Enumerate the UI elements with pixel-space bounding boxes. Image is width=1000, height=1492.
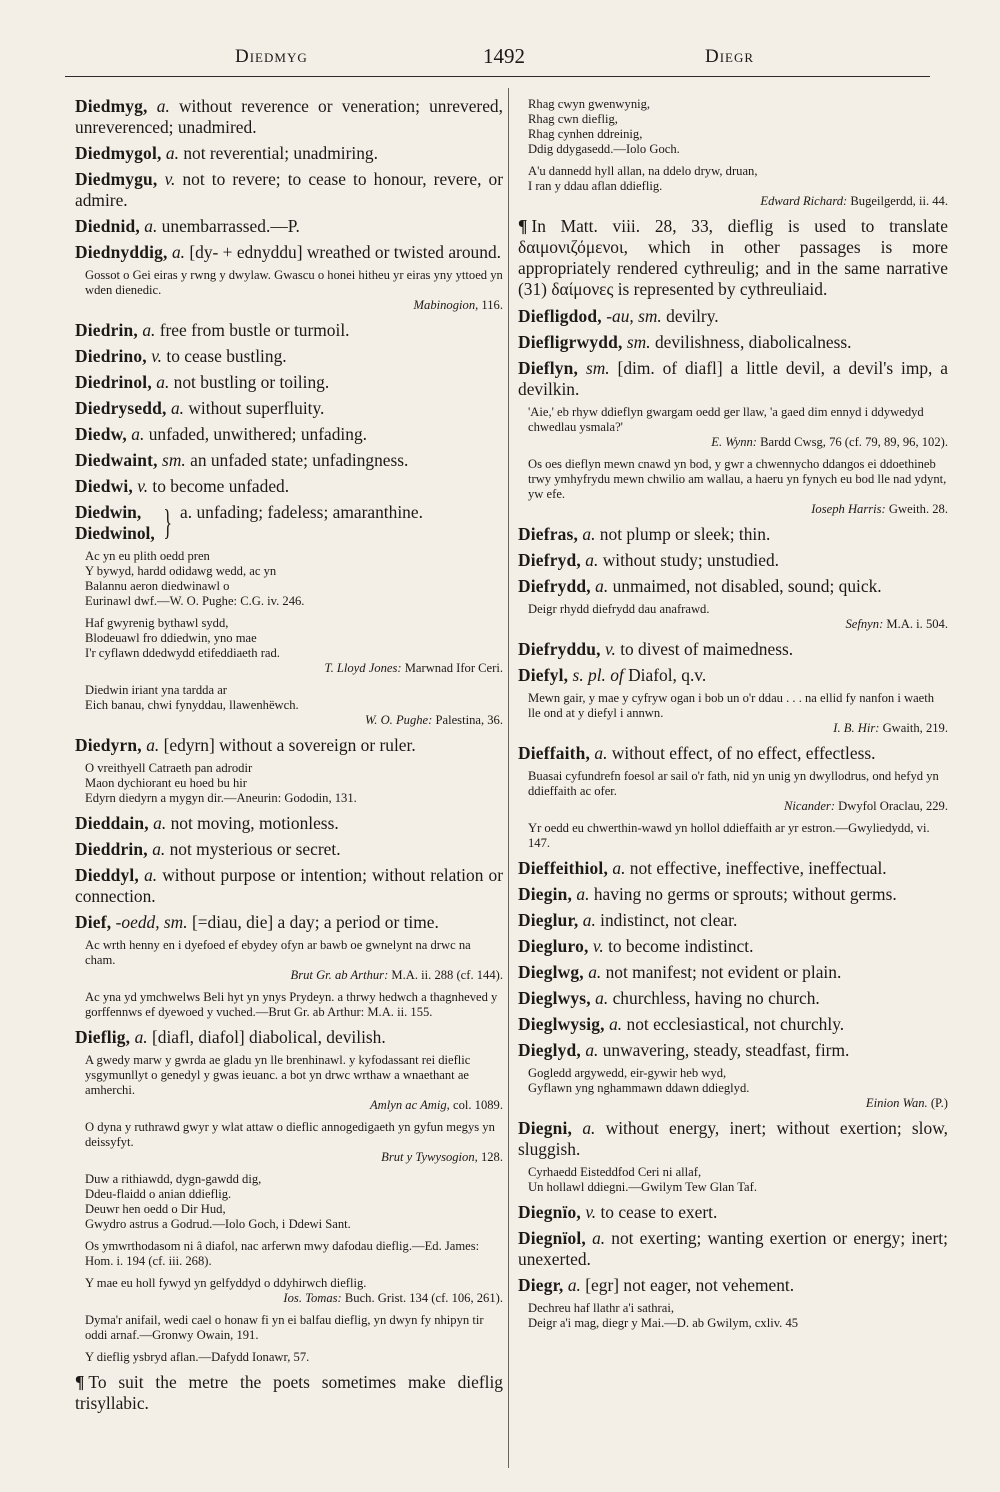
- citation-author: Ios. Tomas:: [283, 1291, 342, 1305]
- entry-definition: [egr] not eager, not vehement.: [585, 1275, 795, 1295]
- entry-part-of-speech: a.: [131, 424, 145, 444]
- dictionary-entry: [518, 1202, 948, 1223]
- dictionary-entry: [75, 242, 503, 263]
- citation-reference: Gweith. 28.: [885, 502, 948, 516]
- dictionary-entry: [75, 912, 503, 933]
- citation-quote: [528, 97, 948, 157]
- dictionary-entry: [518, 358, 948, 400]
- citation-source: [528, 435, 948, 450]
- entry-definition: unembarrassed.—P.: [161, 216, 300, 236]
- page-number: 1492: [483, 44, 525, 68]
- entry-definition: not effective, ineffective, ineffectual.: [629, 858, 887, 878]
- entry-part-of-speech: v.: [592, 936, 604, 956]
- citation-line: Buasai cyfundrefn foesol ar sail o'r fath, nid yn unig yn dwyllodrus, ond hefyd yn ddieffaith ac ofer.: [528, 769, 939, 798]
- entry-headword: Diedrino,: [75, 346, 147, 366]
- entry-part-of-speech: v.: [164, 169, 176, 189]
- entry-headword: Dieglwysig,: [518, 1014, 605, 1034]
- citation-quote: [85, 1172, 503, 1232]
- entry-definition: having no germs or sprouts; without germs.: [593, 884, 897, 904]
- citation-line: Deigr rhydd diefrydd dau anafrawd.: [528, 602, 710, 616]
- entry-definition: without reverence or veneration; unrevered, unreverenced; unadmired.: [75, 96, 503, 137]
- entry-headword: Dieffaith,: [518, 743, 591, 763]
- entry-part-of-speech: a.: [134, 1027, 148, 1047]
- entry-definition: to cease bustling.: [166, 346, 287, 366]
- citation-author: Amlyn ac Amig,: [369, 1098, 450, 1112]
- entry-headword: Diegr,: [518, 1275, 564, 1295]
- entry-headword: Diedwaint,: [75, 450, 158, 470]
- citation-author: I. B. Hir:: [833, 721, 880, 735]
- dictionary-entry: [75, 216, 503, 237]
- citation-reference: 116.: [478, 298, 503, 312]
- entry-part-of-speech: a.: [144, 865, 158, 885]
- usage-note-text: To suit the metre the poets sometimes make dieflig trisyllabic.: [75, 1372, 503, 1413]
- citation-line: Y mae eu holl fywyd yn gelfyddyd o ddyhirwch dieflig.: [85, 1276, 367, 1290]
- dictionary-entry: [518, 576, 948, 597]
- entry-part-of-speech: a.: [567, 1275, 581, 1295]
- brace-glyph: }: [163, 502, 172, 542]
- entry-headword: Diedmygu,: [75, 169, 158, 189]
- entry-part-of-speech: v.: [151, 346, 162, 366]
- citation-quote: [528, 405, 948, 450]
- entry-headword: Diefrydd,: [518, 576, 591, 596]
- citation-line: Maon dychiorant eu hoed bu hir: [85, 776, 247, 790]
- entry-definition: [dy- + ednyddu] wreathed or twisted around.: [189, 242, 501, 262]
- dictionary-entry: [75, 1027, 503, 1048]
- citation-reference: Marwnad Ifor Ceri.: [401, 661, 503, 675]
- entry-headword: Dieddyl,: [75, 865, 139, 885]
- entry-definition: without study; unstudied.: [602, 550, 780, 570]
- citation-line: Balannu aeron diedwinawl o: [85, 579, 230, 593]
- citation-reference: M.A. i. 504.: [883, 617, 948, 631]
- dictionary-entry: [75, 372, 503, 393]
- entry-part-of-speech: a.: [144, 216, 158, 236]
- entry-headword: Dieglwys,: [518, 988, 591, 1008]
- entry-part-of-speech: v.: [137, 476, 149, 496]
- right-column: [518, 94, 948, 1338]
- entry-headword: Dieglur,: [518, 910, 579, 930]
- citation-quote: [528, 691, 948, 736]
- citation-quote: [85, 1313, 503, 1343]
- citation-quote: [85, 1120, 503, 1165]
- citation-quote: [528, 1301, 948, 1331]
- citation-line: Rhag cynhen ddreinig,: [528, 127, 643, 141]
- entry-headword: Diefligrwydd,: [518, 332, 623, 352]
- citation-line: O vreithyell Catraeth pan adrodir: [85, 761, 253, 775]
- entry-definition: without effect, of no effect, effectless.: [611, 743, 876, 763]
- entry-part-of-speech: a.: [153, 813, 167, 833]
- dictionary-entry: [75, 169, 503, 211]
- dictionary-entry: [518, 1228, 948, 1270]
- entry-definition: [=diau, die] a day; a period or time.: [191, 912, 439, 932]
- dictionary-entry: [75, 735, 503, 756]
- entry-part-of-speech: sm.: [162, 450, 186, 470]
- citation-reference: Bugeilgerdd, ii. 44.: [847, 194, 948, 208]
- dictionary-entry: [518, 1118, 948, 1160]
- entry-part-of-speech: v.: [585, 1202, 597, 1222]
- dictionary-entry: [75, 813, 503, 834]
- entry-headword: Diegnïo,: [518, 1202, 581, 1222]
- citation-line: Ac yn eu plith oedd pren: [85, 549, 210, 563]
- entry-headword: Dieddain,: [75, 813, 149, 833]
- dictionary-entry: [518, 988, 948, 1009]
- entry-headword: Diedrysedd,: [75, 398, 167, 418]
- citation-quote: [85, 1053, 503, 1113]
- citation-line: Rhag cwyn gwenwynig,: [528, 97, 651, 111]
- entry-part-of-speech: a.: [156, 372, 170, 392]
- entry-part-of-speech: a.: [146, 735, 160, 755]
- entry-definition: not to revere; to cease to honour, revere, or admire.: [75, 169, 503, 210]
- entry-part-of-speech: v.: [605, 639, 616, 659]
- entry-definition: without energy, inert; without exertion; slow, sluggish.: [518, 1118, 948, 1159]
- citation-line: Ac yna yd ymchwelws Beli hyt yn ynys Prydeyn. a thrwy hedwch a thagnheved y gorffennws ef dyewoed y vuched.—Brut Gr. ab Arthur: M.A. ii. 155.: [85, 990, 498, 1019]
- pilcrow-icon: ¶: [75, 1372, 85, 1392]
- entry-definition: not moving, motionless.: [170, 813, 339, 833]
- dictionary-entry: [518, 962, 948, 983]
- entry-headword: Diedwi,: [75, 476, 133, 496]
- entry-definition: not reverential; unadmiring.: [183, 143, 378, 163]
- citation-line: Edyrn diedyrn a mygyn dir.—Aneurin: Gododin, 131.: [85, 791, 357, 805]
- entry-headword: Diefyl,: [518, 665, 569, 685]
- entry-part-of-speech: a.: [165, 143, 179, 163]
- citation-quote: [528, 457, 948, 517]
- entry-definition: devilry.: [666, 306, 719, 326]
- dictionary-entry: [75, 143, 503, 164]
- header-left-guide-word: Diedmyg: [235, 46, 308, 67]
- citation-line: Blodeuawl fro ddiedwin, yno mae: [85, 631, 257, 645]
- dictionary-entry: [75, 839, 503, 860]
- citation-source: [85, 968, 503, 983]
- dictionary-entry: [75, 476, 503, 497]
- left-column: [75, 96, 503, 1420]
- entry-headword: Diedmygol,: [75, 143, 162, 163]
- citation-line: Eich banau, chwi fynyddau, llawenhëwch.: [85, 698, 299, 712]
- entry-headwords: [75, 502, 155, 544]
- dictionary-entry: [75, 320, 503, 341]
- entry-headword: Dieglyd,: [518, 1040, 581, 1060]
- entry-definition: not bustling or toiling.: [173, 372, 330, 392]
- entry-headword: Diedwin,: [75, 502, 142, 522]
- entry-part-of-speech: a.: [142, 320, 156, 340]
- entry-headword: Diegluro,: [518, 936, 589, 956]
- dictionary-entry: [518, 524, 948, 545]
- entry-definition: not manifest; not evident or plain.: [605, 962, 842, 982]
- entry-definition: indistinct, not clear.: [600, 910, 738, 930]
- citation-source: [528, 502, 948, 517]
- citation-author: Mabinogion,: [413, 298, 479, 312]
- citation-source: [85, 661, 503, 676]
- entry-definition: unwavering, steady, steadfast, firm.: [602, 1040, 850, 1060]
- dictionary-entry: [518, 1014, 948, 1035]
- citation-line: I'r cyflawn ddedwydd etifeddiaeth rad.: [85, 646, 280, 660]
- entry-definition: [edyrn] without a sovereign or ruler.: [163, 735, 416, 755]
- entry-part-of-speech: s. pl. of: [572, 665, 624, 685]
- citation-reference: Buch. Grist. 134 (cf. 106, 261).: [341, 1291, 503, 1305]
- entry-definition: [diafl, diafol] diabolical, devilish.: [151, 1027, 386, 1047]
- entry-headword: Diefryddu,: [518, 639, 601, 659]
- citation-quote: [528, 769, 948, 814]
- citation-source: [528, 721, 948, 736]
- citation-line: Eurinawl dwf.—W. O. Pughe: C.G. iv. 246.: [85, 594, 305, 608]
- entry-part-of-speech: a.: [585, 550, 599, 570]
- citation-author: Edward Richard:: [760, 194, 848, 208]
- citation-line: Gossot o Gei eiras y rwng y dwylaw. Gwascu o honei hitheu yr eiras yny yttoed yn wden dienedic.: [85, 268, 503, 297]
- entry-part-of-speech: a.: [170, 398, 184, 418]
- citation-line: Gyflawn yng nghammawn ddawn ddieglyd.: [528, 1081, 750, 1095]
- dictionary-entry: [518, 910, 948, 931]
- entry-part-of-speech: a.: [612, 858, 626, 878]
- header-rule: [65, 76, 930, 77]
- citation-reference: M.A. ii. 288 (cf. 144).: [388, 968, 503, 982]
- citation-quote: [528, 1066, 948, 1111]
- dictionary-entry: [518, 858, 948, 879]
- dictionary-entry: [518, 1275, 948, 1296]
- entry-definition: [180, 502, 480, 523]
- usage-note-text: In Matt. viii. 28, 33, dieflig is used to translate δαιμονιζόμενοι, which in other passages is more appropriately rendered cythreulig; and in the same narrative (31) δαίμονες is represented by cythreuliaid.: [518, 216, 948, 299]
- entry-definition: without purpose or intention; without relation or connection.: [75, 865, 503, 906]
- entry-headword: Diefryd,: [518, 550, 581, 570]
- citation-line: Ac wrth henny en i dyefoed ef ebydey ofyn ar bawb oe gwnelynt na drwc na cham.: [85, 938, 471, 967]
- entry-headword: Diegin,: [518, 884, 573, 904]
- entry-headword: Diedyrn,: [75, 735, 142, 755]
- dictionary-entry: [518, 1040, 948, 1061]
- citation-line: 'Aie,' eb rhyw ddieflyn gwargam oedd ger llaw, 'a gaed dim ennyd i ddywedyd chwedlau ysmala?': [528, 405, 924, 434]
- entry-definition: not ecclesiastical, not churchly.: [626, 1014, 845, 1034]
- citation-reference: Gwaith, 219.: [879, 721, 948, 735]
- entry-part-of-speech: a.: [592, 1228, 606, 1248]
- citation-line: Os oes dieflyn mewn cnawd yn bod, y gwr a chwennycho ddangos ei ddoethineb trwy ymhyfrydu mewn chwilio am wallau, a haeru yn fynych eu bod lle nad ydynt, yw efe.: [528, 457, 947, 501]
- citation-line: Rhag cwn dieflig,: [528, 112, 618, 126]
- entry-headword: Diednyddig,: [75, 242, 168, 262]
- citation-line: Duw a rithiawdd, dygn-gawdd dig,: [85, 1172, 262, 1186]
- entry-headword: Diedwinol,: [75, 523, 155, 543]
- entry-headword: Dief,: [75, 912, 112, 932]
- entry-part-of-speech: sm.: [585, 358, 610, 378]
- citation-source: [85, 1150, 503, 1165]
- pilcrow-icon: ¶: [518, 216, 528, 236]
- citation-quote: [85, 938, 503, 983]
- entry-part-of-speech: -au, sm.: [606, 306, 662, 326]
- citation-author: T. Lloyd Jones:: [324, 661, 402, 675]
- entry-part-of-speech: a.: [582, 910, 596, 930]
- entry-part-of-speech: a.: [582, 1118, 596, 1138]
- citation-source: [85, 1291, 503, 1306]
- citation-line: Haf gwyrenig bythawl sydd,: [85, 616, 229, 630]
- entry-headword: Diedw,: [75, 424, 127, 444]
- entry-definition-text: unfading; fadeless; amaranthine.: [196, 502, 423, 522]
- entry-headword: Dieddrin,: [75, 839, 148, 859]
- citation-line: I ran y ddau aflan ddieflig.: [528, 179, 663, 193]
- citation-author: Einion Wan.: [865, 1096, 928, 1110]
- citation-line: Ddig ddygasedd.—Iolo Goch.: [528, 142, 680, 156]
- citation-reference: 128.: [477, 1150, 503, 1164]
- entry-definition: devilishness, diabolicalness.: [654, 332, 852, 352]
- dictionary-entry: [518, 550, 948, 571]
- entry-part-of-speech: a.: [585, 1040, 599, 1060]
- citation-quote: [85, 616, 503, 676]
- entry-headword: Diefligdod,: [518, 306, 602, 326]
- citation-author: Brut y Tywysogion,: [381, 1150, 478, 1164]
- dictionary-entry: [75, 398, 503, 419]
- dictionary-entry: [518, 936, 948, 957]
- entry-headword: Dieglwg,: [518, 962, 584, 982]
- citation-source: [528, 617, 948, 632]
- citation-source: [528, 194, 948, 209]
- citation-line: Deuwr hen oedd o Dir Hud,: [85, 1202, 226, 1216]
- citation-line: Y bywyd, hardd odidawg wedd, ac yn: [85, 564, 277, 578]
- citation-quote: [528, 164, 948, 209]
- entry-headword: Diednid,: [75, 216, 140, 236]
- entry-part-of-speech: a.: [594, 743, 608, 763]
- entry-definition: to divest of maimedness.: [620, 639, 794, 659]
- citation-line: Dyma'r anifail, wedi cael o honaw fi yn ei balfau dieflig, yn dwyn fy nhipyn tir oddi arnaf.—Gronwy Owain, 191.: [85, 1313, 484, 1342]
- dictionary-entry: [518, 665, 948, 686]
- entry-headword: Diedrin,: [75, 320, 138, 340]
- dictionary-entry: [518, 306, 948, 327]
- entry-definition: without superfluity.: [188, 398, 325, 418]
- citation-source: [85, 713, 503, 728]
- entry-headword: Diefras,: [518, 524, 579, 544]
- entry-headword: Diedmyg,: [75, 96, 148, 116]
- citation-line: Y dieflig ysbryd aflan.—Dafydd Ionawr, 57.: [85, 1350, 310, 1364]
- dictionary-entry: [518, 743, 948, 764]
- citation-line: Mewn gair, y mae y cyfryw ogan i bob un o'r ddau . . . na ellid fy nanfon i waeth lle ond at y diefyl i annwn.: [528, 691, 935, 720]
- entry-definition: not mysterious or secret.: [169, 839, 341, 859]
- entry-headword: Dieflyn,: [518, 358, 579, 378]
- dictionary-entry: [518, 332, 948, 353]
- entry-headword: Diegni,: [518, 1118, 573, 1138]
- entry-definition: [dim. of diafl] a little devil, a devil's imp, a devilkin.: [518, 358, 948, 399]
- citation-author: E. Wynn:: [711, 435, 757, 449]
- usage-note: [75, 1372, 503, 1414]
- citation-source: [85, 1098, 503, 1113]
- entry-part-of-speech: a.: [595, 576, 609, 596]
- entry-definition: to become indistinct.: [608, 936, 754, 956]
- entry-part-of-speech: a.: [171, 242, 185, 262]
- entry-part-of-speech: -oedd, sm.: [115, 912, 188, 932]
- citation-quote: [528, 602, 948, 632]
- entry-definition: not plump or sleek; thin.: [599, 524, 771, 544]
- citation-line: A gwedy marw y gwrda ae gladu yn lle brenhinawl. y kyfodassant rei dieflic ysgymunllyt o genedyl y gwas ieuanc. a bot yn drwc wrthaw a wnaethant ae amherchi.: [85, 1053, 471, 1097]
- entry-definition: to become unfaded.: [152, 476, 290, 496]
- entry-part-of-speech: a.: [609, 1014, 623, 1034]
- entry-part-of-speech: a.: [595, 988, 609, 1008]
- entry-part-of-speech: a.: [156, 96, 170, 116]
- entry-part-of-speech: a.: [152, 839, 166, 859]
- entry-definition: an unfaded state; unfadingness.: [190, 450, 409, 470]
- entry-definition: unfaded, unwithered; unfading.: [148, 424, 367, 444]
- citation-quote: [528, 821, 948, 851]
- citation-line: Gogledd argywedd, eir-gywir heb wyd,: [528, 1066, 727, 1080]
- citation-author: Nicander:: [783, 799, 836, 813]
- dictionary-entry: [75, 424, 503, 445]
- citation-author: Sefnyn:: [845, 617, 884, 631]
- citation-reference: Palestina, 36.: [432, 713, 503, 727]
- citation-quote: [85, 1239, 503, 1269]
- citation-line: Gwydro astrus a Godrud.—Iolo Goch, i Ddewi Sant.: [85, 1217, 351, 1231]
- entry-headword: Diegnïol,: [518, 1228, 586, 1248]
- citation-quote: [85, 683, 503, 728]
- dictionary-entry: [75, 346, 503, 367]
- citation-quote: [85, 990, 503, 1020]
- entry-part-of-speech: sm.: [626, 332, 651, 352]
- entry-part-of-speech: a.: [582, 524, 596, 544]
- citation-line: Un hollawl ddiegni.—Gwilym Tew Glan Taf.: [528, 1180, 757, 1194]
- citation-line: Os ymwrthodasom ni â diafol, nac arferwn mwy dafodau dieflig.—Ed. James: Hom. i. 194 (cf. iii. 268).: [85, 1239, 480, 1268]
- usage-note: [518, 216, 948, 300]
- citation-line: Ddeu-flaidd o anian ddieflig.: [85, 1187, 232, 1201]
- running-header: [65, 42, 930, 74]
- citation-reference: (P.): [927, 1096, 948, 1110]
- citation-quote: [85, 761, 503, 806]
- citation-source: [85, 298, 503, 313]
- entry-definition: not exerting; wanting exertion or energy; inert; unexerted.: [518, 1228, 948, 1269]
- entry-part-of-speech: a.: [588, 962, 602, 982]
- citation-quote: [85, 549, 503, 609]
- citation-line: Cyrhaedd Eisteddfod Ceri ni allaf,: [528, 1165, 702, 1179]
- citation-author: W. O. Pughe:: [364, 713, 433, 727]
- citation-reference: col. 1089.: [449, 1098, 503, 1112]
- entry-definition: unmaimed, not disabled, sound; quick.: [612, 576, 882, 596]
- citation-quote: [85, 1276, 503, 1306]
- entry-definition: to cease to exert.: [600, 1202, 718, 1222]
- entry-headword: Dieflig,: [75, 1027, 131, 1047]
- entry-definition: churchless, having no church.: [612, 988, 820, 1008]
- citation-quote: [528, 1165, 948, 1195]
- citation-reference: Dwyfol Oraclau, 229.: [835, 799, 948, 813]
- header-right-guide-word: Diegr: [705, 46, 755, 67]
- citation-author: Brut Gr. ab Arthur:: [290, 968, 389, 982]
- dictionary-entry: [75, 865, 503, 907]
- citation-source: [528, 799, 948, 814]
- citation-quote: [85, 268, 503, 313]
- citation-line: A'u dannedd hyll allan, na ddelo dryw, druan,: [528, 164, 758, 178]
- citation-author: Ioseph Harris:: [811, 502, 886, 516]
- dictionary-entry: [75, 96, 503, 138]
- citation-quote: [85, 1350, 503, 1365]
- dictionary-entry: [75, 450, 503, 471]
- citation-line: Deigr a'i mag, diegr y Mai.—D. ab Gwilym, cxliv. 45: [528, 1316, 799, 1330]
- dictionary-entry: [518, 884, 948, 905]
- citation-reference: Bardd Cwsg, 76 (cf. 79, 89, 96, 102).: [757, 435, 948, 449]
- dictionary-entry-pair: [75, 502, 503, 544]
- entry-part-of-speech: a.: [180, 502, 193, 522]
- citation-line: O dyna y ruthrawd gwyr y wlat attaw o dieflic annogedigaeth yn gyfun megys yn deissyfyt.: [85, 1120, 495, 1149]
- entry-definition: Diafol, q.v.: [628, 665, 707, 685]
- column-divider: [508, 88, 509, 1468]
- entry-headword: Diedrinol,: [75, 372, 152, 392]
- citation-line: Yr oedd eu chwerthin-wawd yn hollol ddieffaith ar yr estron.—Gwyliedydd, vi. 147.: [528, 821, 930, 850]
- citation-line: Dechreu haf llathr a'i sathrai,: [528, 1301, 674, 1315]
- dictionary-entry: [518, 639, 948, 660]
- entry-definition: free from bustle or turmoil.: [159, 320, 350, 340]
- citation-source: [528, 1096, 948, 1111]
- citation-line: Diedwin iriant yna tardda ar: [85, 683, 227, 697]
- entry-part-of-speech: a.: [576, 884, 590, 904]
- entry-headword: Dieffeithiol,: [518, 858, 609, 878]
